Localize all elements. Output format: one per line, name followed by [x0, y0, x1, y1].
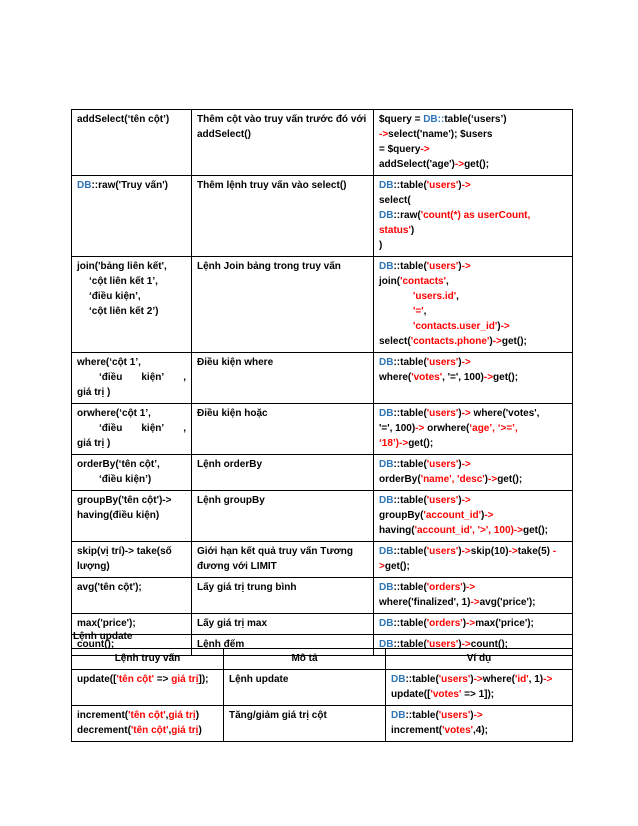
- command-cell: [72, 455, 192, 491]
- cell-text: Lệnh groupBy: [197, 495, 265, 506]
- code-text: '=', 100): [379, 423, 416, 434]
- code-text: lượng): [77, 561, 110, 572]
- code-text: ::: [91, 180, 99, 191]
- command-cell: [72, 353, 192, 404]
- code-text: ): [458, 180, 462, 191]
- code-text: ->: [461, 180, 471, 191]
- code-text: table(: [400, 546, 427, 557]
- code-text: table(: [400, 459, 427, 470]
- code-text: 'count(*) as userCount, status': [379, 210, 531, 236]
- table-row: [72, 176, 573, 257]
- code-text: ::: [393, 261, 401, 272]
- code-text: ::: [393, 357, 401, 368]
- code-text: DB: [379, 459, 394, 470]
- example-cell: DB::table('users')->where('id', 1)-> update(['votes' => 1]);: [386, 670, 573, 706]
- command-cell: increment('tên cột',giá trị) decrement('tên cột',giá trị): [72, 706, 224, 742]
- code-text: ->: [488, 474, 498, 485]
- table-row: [72, 614, 573, 635]
- table-row: [72, 491, 573, 542]
- code-text: get();: [501, 336, 527, 347]
- command-cell: [72, 542, 192, 578]
- code-text: ‘cột liên kết 2’): [89, 306, 159, 317]
- code-text: table(: [400, 357, 427, 368]
- code-text: take(5): [517, 546, 550, 557]
- code-text: orwhere(‘cột 1’,: [77, 408, 151, 419]
- code-text: ->: [415, 423, 425, 434]
- code-text: 'users.id': [413, 291, 457, 302]
- code-text: count();: [77, 639, 115, 650]
- code-text: 'orders': [426, 582, 463, 593]
- code-text: ): [458, 459, 462, 470]
- code-text: where('finalized', 1): [379, 597, 471, 608]
- code-text: ->: [461, 408, 471, 419]
- command-cell: [72, 491, 192, 542]
- cell-text: Lệnh orderBy: [197, 459, 263, 470]
- code-text: join(: [379, 276, 401, 287]
- code-text: having(: [379, 525, 415, 536]
- code-text: kiện’: [141, 372, 165, 383]
- cell-text: Giới hạn kết quả truy vấn Tương đương với LIMIT: [197, 546, 353, 572]
- code-text: $query =: [379, 114, 424, 125]
- code-text: where(‘cột 1’,: [77, 357, 141, 368]
- description-cell: [192, 491, 374, 542]
- code-text: ->: [484, 510, 494, 521]
- code-text: ::: [393, 459, 401, 470]
- example-cell: [374, 491, 573, 542]
- description-cell: [192, 176, 374, 257]
- column-header: Lệnh truy vấn: [72, 649, 224, 670]
- command-cell: [72, 257, 192, 353]
- code-text: max('price');: [77, 618, 136, 629]
- code-text: table(: [400, 618, 427, 629]
- code-text: get();: [384, 561, 410, 572]
- code-text: 'contacts.user_id': [413, 321, 498, 332]
- code-text: DB: [379, 408, 394, 419]
- code-text: 'contacts.phone': [410, 336, 490, 347]
- example-cell: [374, 353, 573, 404]
- example-cell: [374, 404, 573, 455]
- code-text: ->: [500, 321, 510, 332]
- code-text: ->: [466, 618, 476, 629]
- code-text: ::: [393, 180, 401, 191]
- table-header-row: [72, 649, 573, 670]
- code-text: max('price');: [475, 618, 534, 629]
- code-text: ::: [405, 710, 413, 721]
- code-text: 'users': [426, 357, 459, 368]
- code-text: table(: [400, 639, 427, 650]
- description-cell: [192, 257, 374, 353]
- command-cell: update(['tên cột' => giá trị]);: [72, 670, 224, 706]
- code-text: 'name', 'desc': [420, 474, 485, 485]
- code-text: ): [458, 546, 462, 557]
- code-text: orderBy(‘tên cột’,: [77, 459, 160, 470]
- code-text: table(: [400, 180, 427, 191]
- code-text: ::: [393, 408, 401, 419]
- code-text: DB: [77, 180, 92, 191]
- code-text: raw(: [400, 210, 421, 221]
- code-text: table(: [400, 495, 427, 506]
- code-text: 'users': [426, 495, 459, 506]
- code-text: skip(vị trí)-> take(số: [77, 546, 172, 557]
- code-text: ): [489, 336, 493, 347]
- cell-text: Lấy giá trị trung bình: [197, 582, 297, 593]
- code-text: ->: [466, 582, 476, 593]
- code-text: ->: [461, 495, 471, 506]
- update-table: [71, 648, 573, 742]
- example-cell: [374, 110, 573, 176]
- code-text: table(‘users’): [444, 114, 507, 125]
- code-text: ): [497, 321, 501, 332]
- code-text: orderBy(: [379, 474, 421, 485]
- code-text: table(: [400, 582, 427, 593]
- example-cell: [374, 455, 573, 491]
- example-cell: DB::table('users')->skip(10)->take(5) - >get();: [374, 542, 573, 578]
- code-text: 'users': [426, 546, 459, 557]
- code-text: ->: [508, 546, 518, 557]
- code-text: '=': [413, 306, 424, 317]
- code-text: ): [458, 639, 462, 650]
- code-text: ‘điều: [99, 423, 123, 434]
- table-row: [72, 404, 573, 455]
- table-row: [72, 670, 573, 706]
- code-text: ->: [492, 336, 502, 347]
- table-row: [72, 578, 573, 614]
- code-text: get();: [497, 474, 523, 485]
- code-text: ): [484, 474, 489, 485]
- code-text: ‘điều: [99, 372, 123, 383]
- command-cell: [72, 578, 192, 614]
- code-text: where('votes',: [473, 408, 540, 419]
- column-header: Mô tả: [224, 649, 386, 670]
- description-cell: [192, 614, 374, 635]
- code-text: ->: [379, 129, 389, 140]
- cell-text: Điều kiện where: [197, 357, 274, 368]
- table-row: [72, 706, 573, 742]
- code-text: 'orders': [426, 618, 463, 629]
- code-text: ,: [446, 276, 449, 287]
- table-row: [72, 542, 573, 578]
- code-text: ->: [461, 261, 471, 272]
- code-text: ::: [393, 618, 401, 629]
- code-text: ,: [183, 423, 186, 434]
- code-text: ): [458, 408, 462, 419]
- code-text: ,: [456, 291, 459, 302]
- description-cell: [192, 578, 374, 614]
- code-text: 'users': [426, 639, 459, 650]
- code-text: = $query: [379, 144, 421, 155]
- cell-text: Điều kiện hoặc: [197, 408, 268, 419]
- description-cell: [192, 110, 374, 176]
- code-text: get();: [408, 438, 434, 449]
- code-text: DB: [379, 495, 394, 506]
- code-text: 'users': [426, 459, 459, 470]
- code-text: ->: [399, 438, 409, 449]
- code-text: table(: [400, 261, 427, 272]
- code-text: DB: [391, 710, 406, 721]
- code-text: ,: [423, 306, 427, 317]
- cell-text: Lấy giá trị max: [197, 618, 268, 629]
- code-text: 'votes': [411, 372, 443, 383]
- code-text: ::: [393, 582, 401, 593]
- example-cell: [374, 578, 573, 614]
- code-text: raw('Truy vấn'): [98, 180, 168, 191]
- code-text: table(: [400, 408, 427, 419]
- code-text: orwhere(: [427, 423, 470, 434]
- code-text: where(: [379, 372, 412, 383]
- column-header: Ví dụ: [386, 649, 573, 670]
- code-text: DB: [423, 114, 438, 125]
- update-section-title: Lệnh update: [73, 631, 133, 642]
- cell-text: Thêm lệnh truy vấn vào select(): [197, 180, 347, 191]
- code-text: groupBy('tên cột')->: [77, 495, 172, 506]
- code-text: avg('tên cột');: [77, 582, 142, 593]
- code-text: ‘điều kiện’,: [89, 291, 141, 302]
- example-cell: [374, 176, 573, 257]
- table-row: [72, 110, 573, 176]
- code-text: groupBy(: [379, 510, 424, 521]
- code-text: ->: [513, 525, 524, 536]
- cell-text: Thêm cột vào truy vấn trước đó với addSelect(): [197, 114, 367, 140]
- code-text: ::: [393, 639, 401, 650]
- code-text: ->: [461, 546, 471, 557]
- code-text: ->: [461, 357, 471, 368]
- code-text: ): [458, 357, 462, 368]
- code-text: ): [410, 225, 415, 236]
- code-text: get();: [493, 372, 519, 383]
- code-text: ->: [461, 459, 471, 470]
- code-text: 'users': [426, 261, 459, 272]
- cell-text: addSelect(‘tên cột’): [77, 114, 170, 125]
- code-text: ‘cột liên kết 1’,: [89, 276, 158, 287]
- code-text: select(: [379, 336, 411, 347]
- code-text: ): [481, 510, 485, 521]
- code-text: DB: [379, 618, 394, 629]
- code-text: DB: [379, 582, 394, 593]
- code-text: ->: [461, 639, 471, 650]
- code-text: -: [549, 546, 557, 557]
- code-text: giá trị ): [77, 387, 111, 398]
- description-cell: [192, 353, 374, 404]
- code-text: DB: [391, 674, 406, 685]
- code-text: DB: [379, 180, 394, 191]
- code-text: ->: [420, 144, 430, 155]
- code-text: 'users': [426, 408, 459, 419]
- command-cell: [72, 404, 192, 455]
- table-row: [72, 257, 573, 353]
- example-cell: [374, 257, 573, 353]
- table-row: [72, 455, 573, 491]
- code-text: avg('price');: [479, 597, 536, 608]
- code-text: 'contacts': [400, 276, 446, 287]
- code-text: ::: [405, 674, 413, 685]
- code-text: having(điều kiện): [77, 510, 160, 521]
- table-row: [72, 353, 573, 404]
- code-text: ->: [483, 372, 494, 383]
- code-text: ->: [454, 159, 465, 170]
- code-text: DB: [379, 639, 394, 650]
- code-text: ::: [393, 546, 401, 557]
- code-text: ): [462, 582, 467, 593]
- description-cell: Lệnh update: [224, 670, 386, 706]
- example-cell: [374, 614, 573, 635]
- code-text: get();: [523, 525, 549, 536]
- code-text: 'account_id': [423, 510, 481, 521]
- code-text: ‘18’): [379, 438, 400, 449]
- code-text: ->: [470, 597, 480, 608]
- code-text: ‘age’, ‘>=’,: [469, 423, 518, 434]
- code-text: skip(10): [470, 546, 509, 557]
- code-text: ): [462, 618, 467, 629]
- code-text: ): [379, 240, 383, 251]
- description-cell: [192, 455, 374, 491]
- example-cell: DB::table('users')-> increment('votes',4);: [386, 706, 573, 742]
- code-text: DB: [379, 210, 394, 221]
- code-text: get();: [464, 159, 490, 170]
- code-text: join('bảng liên kết',: [77, 261, 167, 272]
- code-text: 'account_id', '>', 100): [414, 525, 514, 536]
- code-text: DB: [379, 546, 394, 557]
- code-text: ::: [393, 210, 401, 221]
- code-text: DB: [379, 261, 394, 272]
- code-text: kiện’: [141, 423, 165, 434]
- description-cell: [192, 542, 374, 578]
- code-text: , '=', 100): [442, 372, 484, 383]
- code-text: giá trị ): [77, 438, 111, 449]
- code-text: ::: [437, 114, 445, 125]
- code-text: addSelect('age'): [379, 159, 455, 170]
- code-text: ,: [183, 372, 186, 383]
- code-text: ): [458, 261, 462, 272]
- code-text: 'users': [426, 180, 459, 191]
- command-cell: [72, 110, 192, 176]
- query-builder-table: [71, 109, 573, 656]
- cell-text: Lệnh đếm: [197, 639, 245, 650]
- description-cell: [192, 404, 374, 455]
- code-text: DB: [379, 357, 394, 368]
- code-text: ‘điều kiện’): [99, 474, 152, 485]
- code-text: select(: [379, 195, 411, 206]
- cell-text: Lệnh Join bảng trong truy vấn: [197, 261, 341, 272]
- description-cell: Tăng/giảm giá trị cột: [224, 706, 386, 742]
- code-text: select('name'); $users: [388, 129, 493, 140]
- code-text: ): [458, 495, 462, 506]
- code-text: ::: [393, 495, 401, 506]
- command-cell: [72, 176, 192, 257]
- code-text: count();: [470, 639, 508, 650]
